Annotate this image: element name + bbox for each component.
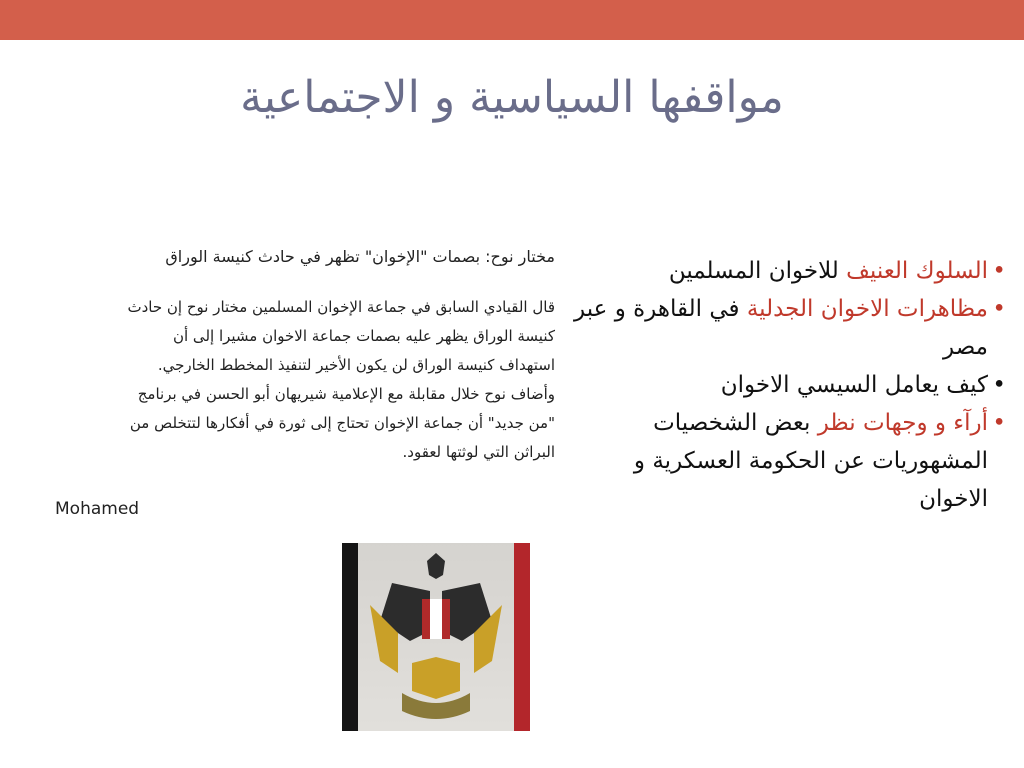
slide-title: مواقفها السياسية و الاجتماعية <box>240 72 784 123</box>
bullet-text: بعض الشخصيات المشهوريات عن الحكومة العسكرية و الاخوان <box>633 410 988 512</box>
bullet-dot: • <box>992 372 1006 398</box>
article-body <box>55 293 555 467</box>
bullet-text: في القاهرة و عبر مصر <box>574 296 988 360</box>
article-line: البراثن التي لوثتها لعقود. <box>402 443 555 461</box>
bullet-list <box>568 252 1006 518</box>
article-line: كنيسة الوراق يظهر عليه بصمات جماعة الاخوان مشيرا إلى أن <box>172 327 555 345</box>
article-line: قال القيادي السابق في جماعة الإخوان المسلمين مختار نوح إن حادث <box>127 298 555 316</box>
top-accent-bar <box>0 0 1024 40</box>
bullet-text: للاخوان المسلمين <box>668 258 847 284</box>
article-line: "من جديد" أن جماعة الإخوان تحتاج إلى ثورة في أفكارها لتتخلص من <box>129 414 555 432</box>
article-line: وأضاف نوح خلال مقابلة مع الإعلامية شيريهان أبو الحسن في برنامج <box>137 385 555 403</box>
bullet-item <box>568 290 1006 366</box>
bullet-dot: • <box>992 258 1006 284</box>
egypt-eagle-emblem-image <box>342 543 530 731</box>
bullet-dot: • <box>992 410 1006 436</box>
bullet-item <box>568 404 1006 518</box>
article-excerpt <box>55 242 555 524</box>
bullet-highlight: السلوك العنيف <box>846 258 988 284</box>
article-headline: مختار نوح: بصمات "الإخوان" تظهر في حادث كنيسة الوراق <box>165 247 555 266</box>
bullet-item <box>568 366 1006 404</box>
bullet-dot: • <box>992 296 1006 322</box>
bullet-highlight: مظاهرات الاخوان الجدلية <box>746 296 988 322</box>
bullet-text: كيف يعامل السيسي الاخوان <box>720 372 988 398</box>
bullet-highlight: أرآء و وجهات نظر <box>817 410 988 436</box>
article-author: Mohamed <box>55 499 140 519</box>
article-line: استهداف كنيسة الوراق لن يكون الأخير لتنفيذ المخطط الخارجي. <box>157 356 555 374</box>
bullet-item <box>568 252 1006 290</box>
